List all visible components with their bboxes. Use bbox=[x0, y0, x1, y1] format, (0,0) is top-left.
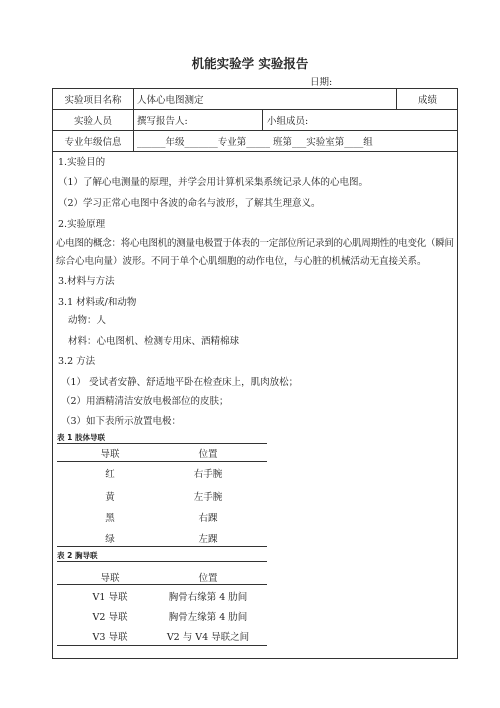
major-label: 专业年级信息 bbox=[64, 137, 122, 148]
method-2: （2）用酒精清洁安放电极部位的皮肤； bbox=[61, 396, 229, 407]
section-1-heading: 1.实验目的 bbox=[58, 157, 106, 168]
section-2-heading: 2.实验原理 bbox=[58, 219, 106, 230]
method-3: （3）如下表所示放置电极： bbox=[61, 416, 182, 427]
writer-label: 撰写报告人: bbox=[137, 116, 188, 127]
principle-line-1: 心电图的概念：将心电图机的测量电极置于体表的一定部位所记录到的心肌周期性的电变化（瞬间 bbox=[56, 238, 454, 249]
major-value: ______年级_______专业第_____ 班第___实验室第____组 bbox=[137, 137, 373, 148]
table1-header-lead: 导联 bbox=[100, 449, 120, 460]
table2-row-lead: V1 导联 bbox=[92, 592, 128, 603]
report-title: 机能实验学 实验报告 bbox=[191, 56, 309, 71]
table1-row-position: 左踝 bbox=[198, 534, 218, 545]
table1-row-position: 右踝 bbox=[198, 513, 218, 524]
table2-header-lead: 导联 bbox=[100, 573, 120, 584]
header-row-major bbox=[53, 131, 457, 152]
purpose-1: （1）了解心电测量的原理，并学会用计算机采集系统记录人体的心电图。 bbox=[58, 177, 369, 188]
purpose-2: （2）学习正常心电图中各波的命名与波形，了解其生理意义。 bbox=[58, 198, 321, 209]
table1-caption: 表 1 肢体导联 bbox=[57, 433, 105, 442]
report-frame bbox=[52, 88, 458, 659]
table1-row-lead: 黄 bbox=[105, 492, 115, 503]
people-label: 实验人员 bbox=[73, 116, 112, 127]
table2-row-lead: V2 导联 bbox=[92, 612, 128, 623]
section-3-1-heading: 3.1 材料或/和动物 bbox=[58, 297, 137, 308]
section-3-heading: 3.材料与方法 bbox=[58, 276, 115, 287]
table1-row-position: 右手腕 bbox=[193, 469, 223, 480]
header-row-project bbox=[53, 89, 457, 110]
table2-row-position: V2 与 V4 导联之间 bbox=[166, 632, 250, 643]
group-label: 小组成员: bbox=[267, 116, 309, 127]
header-row-people bbox=[53, 110, 457, 131]
table2-caption: 表 2 胸导联 bbox=[57, 551, 98, 560]
table1-row-position: 左手腕 bbox=[193, 492, 223, 503]
score-label: 成绩 bbox=[417, 95, 437, 106]
table1-header-position: 位置 bbox=[198, 449, 218, 460]
table2-row-position: 胸骨右缘第 4 肋间 bbox=[168, 592, 248, 603]
method-1: （1） 受试者安静、舒适地平卧在检查床上，肌肉放松； bbox=[61, 377, 299, 388]
table1-row-lead: 红 bbox=[105, 469, 115, 480]
table1-row-lead: 绿 bbox=[105, 534, 115, 545]
material-line: 材料：心电图机、检测专用床、酒精棉球 bbox=[68, 336, 240, 347]
project-label: 实验项目名称 bbox=[64, 95, 122, 106]
project-value: 人体心电图测定 bbox=[137, 95, 204, 106]
table2-row-lead: V3 导联 bbox=[92, 632, 128, 643]
table2-header-position: 位置 bbox=[198, 573, 218, 584]
animal-line: 动物：人 bbox=[68, 315, 107, 326]
principle-line-2: 综合心电向量）波形。不同于单个心肌细胞的动作电位，与心脏的机械活动无直接关系。 bbox=[56, 256, 427, 267]
section-3-2-heading: 3.2 方法 bbox=[58, 356, 96, 367]
date-label: 日期: bbox=[310, 77, 333, 88]
table1-row-lead: 黑 bbox=[105, 513, 115, 524]
table2-row-position: 胸骨左缘第 4 肋间 bbox=[168, 612, 248, 623]
